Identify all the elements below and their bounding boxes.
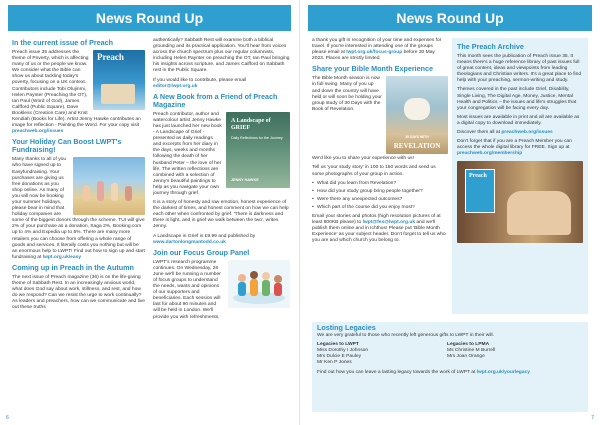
section-heading: Share your Bible Month Experience — [312, 64, 434, 74]
cover-title: Preach — [97, 52, 124, 62]
legacy-link[interactable]: lwpt.org.uk/yourlegacy — [476, 369, 530, 375]
publisher-link[interactable]: www.dartonlongmantodd.co.uk — [153, 239, 226, 245]
hands-photo — [507, 191, 571, 235]
body-text: Most issues are available in print and all are available as a digital copy to download immediately. — [457, 114, 580, 126]
list-item: • How did your study group bring people together? — [312, 189, 448, 195]
editor-email-link[interactable]: editor@lwpt.org.uk — [153, 83, 198, 89]
list-item: Mrs Joan Orange — [447, 354, 485, 360]
body-text: This month sees the publication of Preach issue 35. It means there's a huge reference library of past issues full of great content, ideas and viewpoints from leading theologians and Christian writers. It's a great place to find help with your preaching, sermon-writing and study. — [457, 54, 582, 84]
section-heading: In the current issue of Preach — [12, 38, 114, 47]
body-text: a thank you gift in recognition of your time and expenses for travel. If you're interested in attending one of the groups please email at — [312, 38, 442, 56]
preach-issues-link[interactable]: preachweb.org/issues — [12, 129, 64, 135]
body-text: It is a story of honesty and raw emotion, honest experience of the darkest of times, and honest comment on how we can help each other when confronted by grief. 'There is darkness and there is light, and in grief we walk between the two', writes Jenny. — [153, 200, 289, 230]
body-text: Preach issue 35 addresses the theme of Poverty, which is affecting many of us or the people we know. We consider what the Bible can show us about tackling today's poverty, focusing on a UK context. Contributors include Tobi Olujinmi, Helen Paynter (Preaching the OT), Ian Paul (Word of God), James Calfford (Public Square), Dave Bookless (Creation Care) and Krist Kendiah (Books for Life). Artist Jenny Hawke contributes an image for reflection - Painting the Word. For your copy visit — [12, 50, 141, 129]
body-text: Don't forget that if you are a Preach Member you can access the whole digital library for FREE. Sign up at — [457, 139, 572, 151]
lwpt-legacies — [317, 342, 427, 366]
grief-book-cover — [226, 112, 290, 188]
bookshelf-photo — [457, 161, 583, 243]
right-page — [300, 0, 600, 425]
page-number: 7 — [591, 415, 594, 421]
body-text: Many thanks to all of you who have signed up to Easyfundraising. Your purchases are giving us free donations as you shop online. As many of you will now be booking your summer holidays, please bear in mind that holiday companies are some of the biggest donors through the scheme. TUI will give 2% of your purchase as a donation, Saga 2%, Booking.com up to 4% and Expedia up to 5%. There are many more retailers you can choose from offering a whole range of goods and services. It literally costs you nothing but will be an enormous help to LWPT! Find out how to sign up and start fundraising at — [12, 157, 145, 260]
page-banner: News Round Up — [8, 5, 291, 31]
cover-photo — [101, 84, 135, 104]
holiday-photo — [73, 157, 145, 215]
body-text: before 30 May 2023. Places are strictly limited. — [312, 50, 435, 62]
body-text: Email your stories and photos (high resolution pictures of at least 800KB please) to — [312, 214, 441, 226]
legacies-intro: We are very grateful to those who recently left generous gifts to LWPT in their will. — [317, 333, 494, 339]
cover-title: Preach — [469, 173, 487, 180]
legacies-lists — [317, 342, 583, 366]
revelation-book-cover — [386, 76, 448, 154]
body-text: Themes covered in the past include Grief, Disability, Single Living, The Digital Age, Money, Justice, Mental Health and Politics – the issues and life's struggles that your congregation will be facing every day. — [457, 87, 577, 111]
person-figure — [111, 183, 118, 201]
body-text: The Bible Month season is now in full swing. Many of you up and down the country will have held or will soon be holding your group study of 30 Days with the Book of Revelation. — [312, 76, 382, 112]
list-heading: Legacies to LWPT — [317, 342, 359, 348]
body-text: authentically? Sabbath Rest will examine both a biblical grounding and its practical application. You'll hear from voices across the church spectrum plus our regular columnists, including Helen Paynter on preaching the OT, Ian Paul bringing his insights across scripture, and James Calfford on Sabbath rest in the Public Square. — [153, 38, 290, 74]
book-subtitle: Daily Reflections for the Journey — [231, 135, 283, 140]
book-title: REVELATION — [393, 142, 441, 151]
body-text: The next issue of Preach magazine (36) is on the life-giving theme of Sabbath Rest. In an increasingly anxious world, what does God say about work, stillness, and rest, and how do we respond? Can we resist the urge to work continually? As leaders and preachers, how can we communicate and live out these truths — [12, 274, 145, 311]
preach-archive-box — [452, 38, 588, 314]
section-heading: Your Holiday Can Boost LWPT's Fundraising! — [12, 137, 122, 155]
person-figure — [97, 181, 104, 201]
list-item: • Which part of the course did you enjoy most? — [312, 205, 448, 211]
body-text: Find out how you can leave a lasting legacy towards the work of LWPT at — [317, 369, 476, 375]
page-banner: News Round Up — [308, 5, 592, 31]
legacies-title: Losting Legacies — [317, 323, 376, 332]
person-figure — [125, 186, 132, 201]
list-item: Ms Christine M Burrell — [447, 348, 496, 354]
question-list — [312, 181, 448, 211]
body-text: If you would like to contribute, please email — [153, 77, 247, 83]
archive-issues-link[interactable]: preachweb.org/issues — [501, 130, 553, 136]
section-heading: Join our Focus Group Panel — [153, 247, 250, 257]
body-text: and we'll publish them online and in Ichthus! Please put 'Bible Month Experience' as your subject header. Don't forget to tell us who you are and which church you belong to. — [312, 220, 446, 244]
focus-group-link[interactable]: lwpt.org.uk/focus-group — [346, 50, 403, 56]
person-figure — [83, 185, 90, 201]
body-text: Tell us 'your study story' in 100 to 150 words and send us some photographs of your group in action. — [312, 165, 436, 177]
book-title: A Landscape of GRIEF — [231, 117, 271, 131]
body-text: LWPT's research programme continues. On Wednesday, 28 June we'll be running a number of focus groups to understand the needs, wants and opinions of our supporters and beneficiaries. Each session will last for about 90 minutes and will be held in London. We'll provide you with refreshments, — [153, 259, 221, 320]
legacies-box — [312, 322, 588, 412]
body-text: A Landscape in Grief is £9.99 and published by — [153, 233, 256, 239]
left-column-2 — [153, 38, 290, 324]
section-heading: Coming up in Preach in the Autumn — [12, 262, 134, 272]
focus-group-illustration — [228, 260, 290, 308]
people-icon — [228, 260, 290, 308]
list-item: Mr Ken P Jones — [317, 360, 352, 366]
easy-fundraising-link[interactable]: lwpt.org.uk/easy — [42, 254, 82, 260]
body-text: Preach contributor, author and watercolour artist Jenny Hawke has just launched her new book - A Landscape of Grief - presented as daily readings and excerpts from her diary in the days, weeks and months following the death of her husband Peter – the love of her life. The written reflections are combined with a selection of Jenny's beautiful paintings to help as you navigate your own journey through grief. — [153, 111, 222, 196]
book-kicker: 30 DAYS WITH — [405, 135, 429, 140]
list-item: Mrs Dulcie E Pauley — [317, 354, 362, 360]
list-item: • Were there any unexpected outcomes? — [312, 197, 448, 203]
lpma-legacies — [447, 342, 557, 366]
page-number: 6 — [6, 415, 9, 421]
section-heading: The Preach Archive — [457, 42, 524, 51]
list-item: • What did you learn from Revelation? — [312, 181, 448, 187]
preach-cover-image — [93, 50, 145, 110]
submission-email-link[interactable]: lwpt@fex@lwpt.org.uk — [362, 220, 416, 226]
left-column-1 — [12, 38, 145, 314]
right-column-1 — [312, 38, 448, 248]
lamb-image — [404, 98, 430, 120]
list-heading: Legacies to LPMA — [447, 342, 490, 348]
body-text: We'd like you to share your experience with us! — [312, 156, 414, 162]
section-heading: A New Book from a Friend of Preach Magazine — [153, 91, 278, 109]
preach-cover-image — [465, 169, 495, 213]
membership-link[interactable]: preachweb.org/membership — [457, 151, 523, 157]
book-author: JENNY HAWKE — [231, 177, 259, 182]
list-item: Miss Dorothy I Johnson — [317, 348, 369, 354]
body-text: Discover them all at — [457, 130, 500, 136]
